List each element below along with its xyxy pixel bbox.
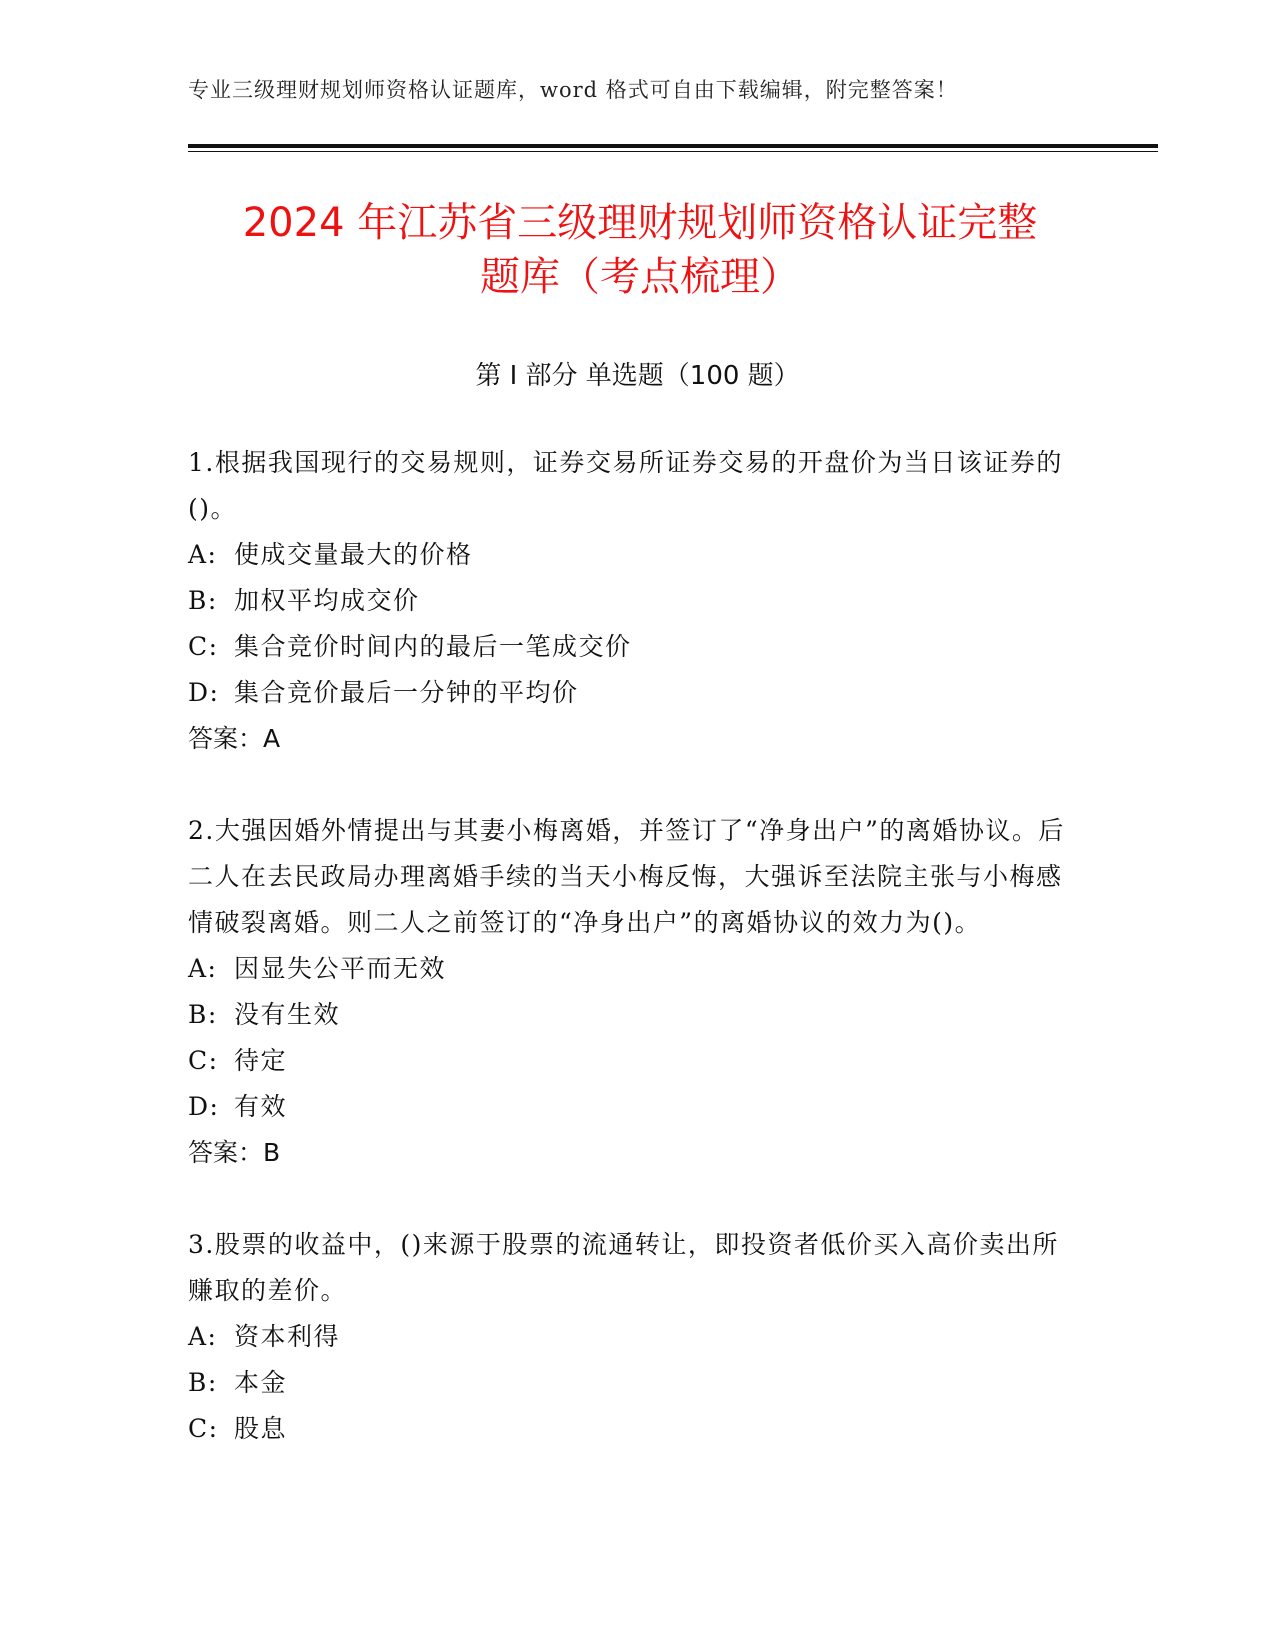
option-key: D: <box>188 678 220 707</box>
option-text: 待定 <box>234 1046 288 1075</box>
option-text: 没有生效 <box>234 1000 341 1029</box>
option-text: 有效 <box>234 1092 288 1121</box>
option-key: C: <box>188 632 219 661</box>
option-c <box>188 1406 1068 1452</box>
option-a <box>188 532 1068 578</box>
option-key: C: <box>188 1414 219 1443</box>
option-key: B: <box>188 586 218 615</box>
option-key: C: <box>188 1046 219 1075</box>
option-a <box>188 946 1068 992</box>
option-b <box>188 992 1068 1038</box>
option-d <box>188 1084 1068 1130</box>
option-key: A: <box>188 954 218 983</box>
question-stem: 2.大强因婚外情提出与其妻小梅离婚，并签订了“净身出户”的离婚协议。后二人在去民政局办理离婚手续的当天小梅反悔，大强诉至法院主张与小梅感情破裂离婚。则二人之前签订的“净身出户”的离婚协议的效力为()。 <box>188 816 1065 937</box>
option-c <box>188 1038 1068 1084</box>
option-text: 本金 <box>234 1368 288 1397</box>
option-a <box>188 1314 1068 1360</box>
header-note: 专业三级理财规划师资格认证题库，word 格式可自由下载编辑，附完整答案！ <box>188 78 958 102</box>
option-key: D: <box>188 1092 220 1121</box>
document-title <box>160 196 1120 304</box>
header-rule-thick <box>188 144 1158 148</box>
option-text: 加权平均成交价 <box>234 586 420 615</box>
question-list <box>188 440 1068 1498</box>
question-stem: 1.根据我国现行的交易规则，证券交易所证券交易的开盘价为当日该证券的()。 <box>188 448 1063 523</box>
option-key: A: <box>188 1322 218 1351</box>
option-text: 集合竞价时间内的最后一笔成交价 <box>234 632 632 661</box>
option-b <box>188 578 1068 624</box>
option-text: 集合竞价最后一分钟的平均价 <box>234 678 579 707</box>
option-b <box>188 1360 1068 1406</box>
option-text: 股息 <box>234 1414 288 1443</box>
section-title: 第 I 部分 单选题（100 题） <box>475 361 800 391</box>
answer: 答案：B <box>188 1138 281 1167</box>
option-c <box>188 624 1068 670</box>
answer: 答案：A <box>188 724 281 753</box>
question-stem: 3.股票的收益中，()来源于股票的流通转让，即投资者低价买入高价卖出所赚取的差价。 <box>188 1230 1059 1305</box>
option-key: A: <box>188 540 218 569</box>
header-rule-thin <box>188 151 1158 152</box>
option-key: B: <box>188 1368 218 1397</box>
option-text: 因显失公平而无效 <box>234 954 447 983</box>
document-title-line-1: 2024 年江苏省三级理财规划师资格认证完整 <box>242 200 1038 246</box>
option-text: 使成交量最大的价格 <box>234 540 473 569</box>
question-3 <box>188 1222 1068 1452</box>
option-d <box>188 670 1068 716</box>
option-key: B: <box>188 1000 218 1029</box>
question-2 <box>188 808 1068 1176</box>
document-title-line-2: 题库（考点梳理） <box>480 254 800 300</box>
option-text: 资本利得 <box>234 1322 341 1351</box>
question-1 <box>188 440 1068 762</box>
